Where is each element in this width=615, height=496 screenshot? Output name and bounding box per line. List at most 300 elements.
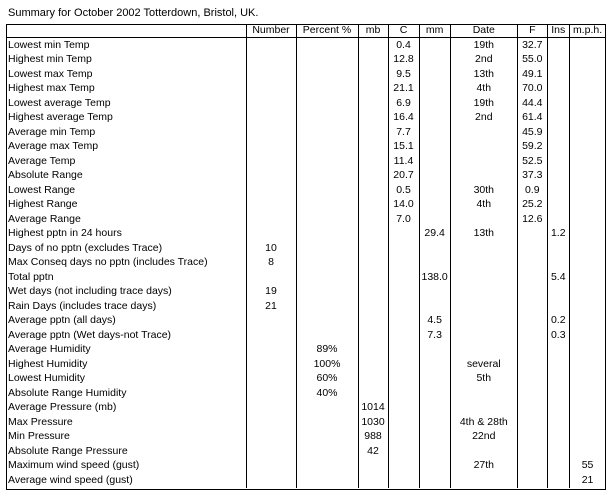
- cell-mm: [419, 140, 450, 155]
- cell-mb: [358, 198, 388, 213]
- cell-date: [450, 270, 517, 285]
- cell-mm: [419, 473, 450, 488]
- cell-c: 6.9: [388, 96, 419, 111]
- cell-c: [388, 430, 419, 445]
- cell-label: Average min Temp: [8, 125, 96, 138]
- table-row: [6, 343, 605, 358]
- cell-mph: [569, 169, 605, 184]
- cell-c: [388, 357, 419, 372]
- cell-c: 11.4: [388, 154, 419, 169]
- cell-mm: [419, 343, 450, 358]
- cell-label: Highest Range: [8, 198, 78, 211]
- cell-mb: [358, 140, 388, 155]
- cell-mb: [358, 241, 388, 256]
- header-number: Number: [246, 24, 296, 38]
- cell-date: 13th: [450, 227, 517, 242]
- cell-label: Average Pressure (mb): [8, 401, 117, 414]
- cell-mb: [358, 386, 388, 401]
- header-ins: Ins: [547, 24, 569, 38]
- cell-ins: 0.3: [547, 328, 569, 343]
- cell-f: 44.4: [517, 96, 547, 111]
- cell-label: Rain Days (includes trace days): [8, 299, 157, 312]
- header-f: F: [517, 24, 547, 38]
- cell-ins: [547, 357, 569, 372]
- cell-f: [517, 415, 547, 430]
- table-row: [6, 241, 605, 256]
- page-title: Summary for October 2002 Totterdown, Bristol, UK.: [8, 7, 259, 19]
- header-mph: m.p.h.: [569, 24, 605, 38]
- cell-c: [388, 401, 419, 416]
- table-row: [6, 386, 605, 401]
- cell-mb: [358, 314, 388, 329]
- cell-date: [450, 125, 517, 140]
- cell-c: [388, 473, 419, 488]
- cell-label: Max Conseq days no pptn (includes Trace): [8, 256, 208, 269]
- cell-mm: [419, 241, 450, 256]
- table-row: [6, 227, 605, 242]
- cell-number: [246, 82, 296, 97]
- cell-mm: [419, 96, 450, 111]
- cell-percent: [296, 125, 358, 140]
- cell-date: [450, 386, 517, 401]
- cell-mm: [419, 444, 450, 459]
- cell-ins: [547, 430, 569, 445]
- table-row: [6, 270, 605, 285]
- cell-mm: [419, 169, 450, 184]
- cell-mph: [569, 82, 605, 97]
- cell-c: 12.8: [388, 53, 419, 68]
- cell-ins: [547, 372, 569, 387]
- cell-date: 27th: [450, 459, 517, 474]
- table-row: [6, 473, 605, 488]
- cell-c: 9.5: [388, 67, 419, 82]
- cell-percent: 40%: [296, 386, 358, 401]
- cell-number: [246, 386, 296, 401]
- cell-mph: [569, 96, 605, 111]
- cell-mb: [358, 372, 388, 387]
- cell-date: [450, 285, 517, 300]
- table-row: [6, 53, 605, 68]
- cell-f: 55.0: [517, 53, 547, 68]
- cell-f: 32.7: [517, 38, 547, 53]
- cell-number: [246, 169, 296, 184]
- cell-ins: [547, 154, 569, 169]
- cell-mb: [358, 328, 388, 343]
- cell-number: [246, 183, 296, 198]
- cell-number: [246, 198, 296, 213]
- cell-percent: 100%: [296, 357, 358, 372]
- cell-ins: [547, 285, 569, 300]
- cell-number: [246, 372, 296, 387]
- cell-number: [246, 38, 296, 53]
- table-row: [6, 125, 605, 140]
- cell-c: [388, 314, 419, 329]
- cell-date: [450, 169, 517, 184]
- header-mm: mm: [419, 24, 450, 38]
- cell-percent: [296, 96, 358, 111]
- cell-number: [246, 415, 296, 430]
- cell-percent: [296, 314, 358, 329]
- cell-percent: [296, 227, 358, 242]
- cell-ins: [547, 473, 569, 488]
- cell-mm: [419, 401, 450, 416]
- cell-mph: [569, 415, 605, 430]
- header-c: C: [388, 24, 419, 38]
- cell-mb: [358, 154, 388, 169]
- cell-f: [517, 444, 547, 459]
- cell-ins: [547, 53, 569, 68]
- cell-number: [246, 328, 296, 343]
- cell-c: [388, 343, 419, 358]
- cell-mb: [358, 38, 388, 53]
- table-row: [6, 198, 605, 213]
- cell-percent: 89%: [296, 343, 358, 358]
- cell-label: Lowest average Temp: [8, 96, 111, 109]
- table-row: [6, 372, 605, 387]
- header-date: Date: [450, 24, 517, 38]
- cell-date: [450, 473, 517, 488]
- cell-ins: 5.4: [547, 270, 569, 285]
- cell-mm: [419, 38, 450, 53]
- cell-f: 70.0: [517, 82, 547, 97]
- cell-ins: [547, 67, 569, 82]
- cell-mm: 7.3: [419, 328, 450, 343]
- cell-mb: [358, 256, 388, 271]
- cell-mph: [569, 314, 605, 329]
- cell-ins: [547, 444, 569, 459]
- cell-ins: [547, 96, 569, 111]
- cell-number: [246, 459, 296, 474]
- cell-f: [517, 241, 547, 256]
- table-row: [6, 154, 605, 169]
- cell-percent: [296, 38, 358, 53]
- cell-ins: [547, 401, 569, 416]
- cell-mph: [569, 154, 605, 169]
- cell-f: [517, 328, 547, 343]
- cell-mm: [419, 111, 450, 126]
- cell-f: [517, 430, 547, 445]
- table-row: [6, 459, 605, 474]
- cell-number: [246, 473, 296, 488]
- cell-mm: [419, 154, 450, 169]
- cell-label: Lowest Range: [8, 183, 76, 196]
- cell-f: 52.5: [517, 154, 547, 169]
- cell-label: Average Range: [8, 212, 81, 225]
- cell-label: Lowest Humidity: [8, 372, 86, 385]
- cell-date: 2nd: [450, 53, 517, 68]
- cell-mph: [569, 38, 605, 53]
- cell-mb: [358, 169, 388, 184]
- cell-c: 16.4: [388, 111, 419, 126]
- cell-f: 0.9: [517, 183, 547, 198]
- cell-number: [246, 111, 296, 126]
- cell-percent: [296, 415, 358, 430]
- table-row: [6, 299, 605, 314]
- cell-percent: [296, 401, 358, 416]
- cell-mm: [419, 415, 450, 430]
- cell-f: 59.2: [517, 140, 547, 155]
- cell-mm: 29.4: [419, 227, 450, 242]
- cell-date: 19th: [450, 38, 517, 53]
- cell-c: 21.1: [388, 82, 419, 97]
- cell-c: [388, 270, 419, 285]
- cell-ins: [547, 183, 569, 198]
- cell-percent: [296, 328, 358, 343]
- cell-label: Highest Humidity: [8, 357, 88, 370]
- cell-number: [246, 140, 296, 155]
- cell-f: [517, 270, 547, 285]
- cell-date: several: [450, 357, 517, 372]
- cell-label: Lowest min Temp: [8, 38, 90, 51]
- cell-label: Average pptn (all days): [8, 314, 116, 327]
- cell-f: [517, 357, 547, 372]
- cell-percent: [296, 140, 358, 155]
- cell-percent: [296, 241, 358, 256]
- cell-percent: [296, 82, 358, 97]
- cell-number: 19: [246, 285, 296, 300]
- cell-c: [388, 256, 419, 271]
- cell-f: [517, 473, 547, 488]
- cell-number: [246, 444, 296, 459]
- cell-ins: [547, 125, 569, 140]
- cell-f: [517, 256, 547, 271]
- table-row: [6, 444, 605, 459]
- cell-mph: [569, 212, 605, 227]
- cell-mph: [569, 140, 605, 155]
- cell-mph: [569, 285, 605, 300]
- cell-percent: [296, 67, 358, 82]
- cell-number: [246, 53, 296, 68]
- cell-mm: [419, 459, 450, 474]
- cell-ins: [547, 140, 569, 155]
- table-row: [6, 169, 605, 184]
- cell-f: [517, 314, 547, 329]
- cell-c: [388, 227, 419, 242]
- cell-label: Highest pptn in 24 hours: [8, 227, 122, 240]
- cell-mm: 138.0: [419, 270, 450, 285]
- cell-number: [246, 270, 296, 285]
- cell-number: 8: [246, 256, 296, 271]
- cell-mb: [358, 111, 388, 126]
- cell-c: [388, 241, 419, 256]
- cell-mb: [358, 212, 388, 227]
- cell-c: 14.0: [388, 198, 419, 213]
- cell-date: [450, 212, 517, 227]
- cell-mph: [569, 444, 605, 459]
- cell-percent: [296, 256, 358, 271]
- cell-f: 25.2: [517, 198, 547, 213]
- cell-mb: [358, 183, 388, 198]
- cell-mm: [419, 357, 450, 372]
- cell-date: 4th & 28th: [450, 415, 517, 430]
- header-mb: mb: [358, 24, 388, 38]
- cell-c: 15.1: [388, 140, 419, 155]
- cell-mph: [569, 401, 605, 416]
- table-row: [6, 67, 605, 82]
- cell-mm: [419, 183, 450, 198]
- cell-label: Highest average Temp: [8, 111, 113, 124]
- cell-mph: [569, 357, 605, 372]
- cell-number: [246, 154, 296, 169]
- cell-date: 2nd: [450, 111, 517, 126]
- cell-date: 19th: [450, 96, 517, 111]
- table-row: [6, 415, 605, 430]
- cell-mb: [358, 459, 388, 474]
- cell-ins: [547, 386, 569, 401]
- cell-number: [246, 343, 296, 358]
- cell-mm: 4.5: [419, 314, 450, 329]
- cell-label: Highest min Temp: [8, 53, 92, 66]
- cell-mm: [419, 198, 450, 213]
- cell-date: 5th: [450, 372, 517, 387]
- table-row: [6, 328, 605, 343]
- cell-ins: [547, 198, 569, 213]
- cell-percent: [296, 444, 358, 459]
- cell-label: Min Pressure: [8, 430, 70, 443]
- cell-label: Average Temp: [8, 154, 76, 167]
- cell-date: [450, 328, 517, 343]
- cell-mph: [569, 299, 605, 314]
- summary-table: [6, 24, 605, 488]
- cell-date: [450, 343, 517, 358]
- table-row: [6, 82, 605, 97]
- cell-mb: [358, 125, 388, 140]
- cell-c: 7.0: [388, 212, 419, 227]
- cell-number: [246, 357, 296, 372]
- cell-f: [517, 459, 547, 474]
- cell-mph: [569, 67, 605, 82]
- cell-label: Average Humidity: [8, 343, 91, 356]
- cell-ins: [547, 241, 569, 256]
- cell-ins: [547, 256, 569, 271]
- cell-label: Average pptn (Wet days-not Trace): [8, 328, 172, 341]
- cell-c: [388, 386, 419, 401]
- cell-percent: [296, 198, 358, 213]
- cell-f: [517, 372, 547, 387]
- cell-f: [517, 401, 547, 416]
- table-row: [6, 285, 605, 300]
- cell-label: Absolute Range Pressure: [8, 444, 128, 457]
- cell-percent: [296, 270, 358, 285]
- cell-label: Max Pressure: [8, 415, 73, 428]
- cell-f: [517, 285, 547, 300]
- cell-number: [246, 96, 296, 111]
- cell-mb: [358, 67, 388, 82]
- cell-f: [517, 299, 547, 314]
- cell-mm: [419, 285, 450, 300]
- cell-label: Wet days (not including trace days): [8, 285, 172, 298]
- cell-c: 0.4: [388, 38, 419, 53]
- cell-date: 30th: [450, 183, 517, 198]
- cell-mb: 988: [358, 430, 388, 445]
- cell-mph: [569, 343, 605, 358]
- cell-percent: [296, 430, 358, 445]
- cell-f: 61.4: [517, 111, 547, 126]
- cell-mph: 21: [569, 473, 605, 488]
- cell-mm: [419, 212, 450, 227]
- cell-mm: [419, 67, 450, 82]
- cell-mb: [358, 299, 388, 314]
- cell-mph: [569, 241, 605, 256]
- cell-ins: [547, 212, 569, 227]
- cell-ins: [547, 111, 569, 126]
- table-row: [6, 256, 605, 271]
- cell-f: 49.1: [517, 67, 547, 82]
- header-percent: Percent %: [296, 24, 358, 38]
- cell-mph: 55: [569, 459, 605, 474]
- header-label: [6, 24, 246, 38]
- cell-ins: [547, 169, 569, 184]
- cell-date: [450, 140, 517, 155]
- cell-percent: [296, 212, 358, 227]
- cell-c: [388, 415, 419, 430]
- cell-mph: [569, 386, 605, 401]
- cell-number: [246, 212, 296, 227]
- cell-mb: [358, 227, 388, 242]
- cell-c: 7.7: [388, 125, 419, 140]
- header-row: [6, 24, 605, 38]
- cell-percent: [296, 473, 358, 488]
- cell-mph: [569, 256, 605, 271]
- cell-mph: [569, 270, 605, 285]
- cell-mph: [569, 183, 605, 198]
- cell-percent: 60%: [296, 372, 358, 387]
- table-row: [6, 38, 605, 53]
- cell-number: [246, 67, 296, 82]
- cell-mph: [569, 328, 605, 343]
- cell-ins: [547, 415, 569, 430]
- cell-mm: [419, 299, 450, 314]
- cell-c: 0.5: [388, 183, 419, 198]
- cell-date: 4th: [450, 198, 517, 213]
- cell-mph: [569, 125, 605, 140]
- cell-percent: [296, 285, 358, 300]
- cell-number: 21: [246, 299, 296, 314]
- cell-label: Average wind speed (gust): [8, 473, 133, 486]
- table-body: [6, 24, 605, 488]
- cell-ins: [547, 82, 569, 97]
- cell-number: [246, 125, 296, 140]
- cell-date: [450, 444, 517, 459]
- cell-date: [450, 401, 517, 416]
- cell-mb: 1014: [358, 401, 388, 416]
- cell-mph: [569, 198, 605, 213]
- cell-label: Absolute Range Humidity: [8, 386, 127, 399]
- cell-date: [450, 299, 517, 314]
- table-row: [6, 314, 605, 329]
- cell-mm: [419, 125, 450, 140]
- cell-percent: [296, 169, 358, 184]
- cell-c: [388, 328, 419, 343]
- cell-label: Absolute Range: [8, 169, 83, 182]
- cell-mm: [419, 386, 450, 401]
- cell-date: 13th: [450, 67, 517, 82]
- cell-mph: [569, 372, 605, 387]
- cell-percent: [296, 183, 358, 198]
- cell-percent: [296, 299, 358, 314]
- cell-date: 22nd: [450, 430, 517, 445]
- cell-date: [450, 256, 517, 271]
- cell-label: Highest max Temp: [8, 82, 95, 95]
- cell-number: 10: [246, 241, 296, 256]
- cell-mm: [419, 53, 450, 68]
- cell-ins: [547, 343, 569, 358]
- cell-f: 45.9: [517, 125, 547, 140]
- cell-mb: [358, 357, 388, 372]
- cell-mph: [569, 53, 605, 68]
- cell-mph: [569, 227, 605, 242]
- cell-f: [517, 227, 547, 242]
